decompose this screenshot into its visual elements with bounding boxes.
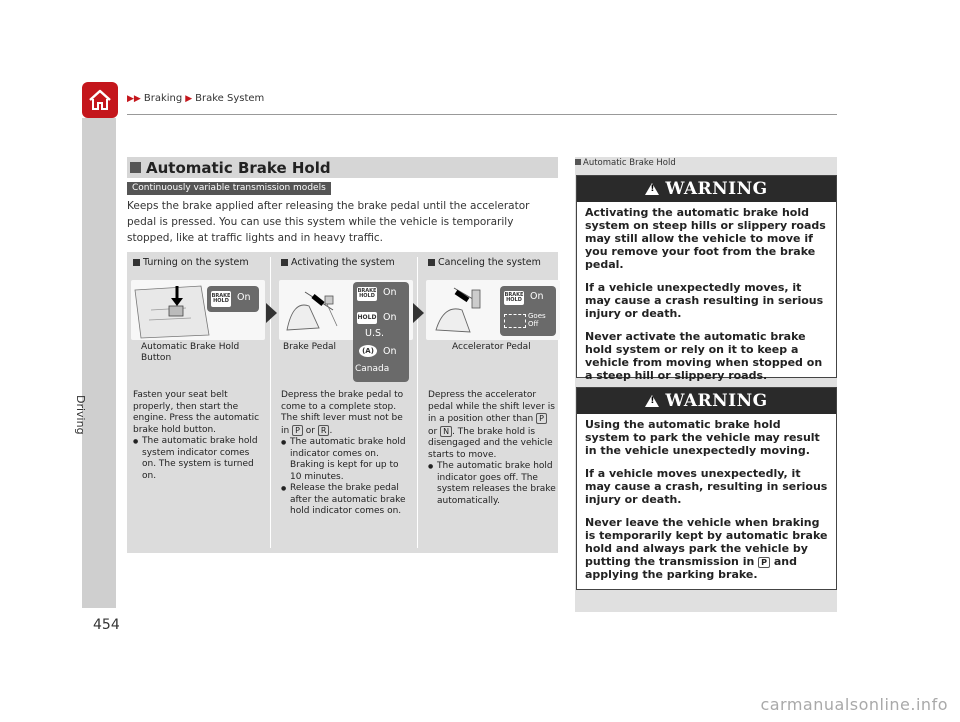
step-description-text: Depress the brake pedal to come to a complete stop. The shift lever must not be in P or R . bbox=[281, 390, 404, 436]
step-description-text: Fasten your seat belt properly, then start the engine. Press the automatic brake hold button. bbox=[133, 390, 260, 435]
step-heading bbox=[133, 257, 249, 268]
breadcrumb-arrow-icon: ▶ bbox=[185, 93, 193, 104]
step-description-text: Depress the accelerator pedal while the shift lever is in a position other than P or N . The brake hold is disengaged and the vehicle starts to move. bbox=[428, 390, 555, 460]
steps-panel bbox=[127, 252, 558, 553]
illustration-caption: Brake Pedal bbox=[283, 342, 337, 352]
shift-key-r-icon: R bbox=[318, 425, 330, 436]
warning-body: Activating the automatic brake hold system on steep hills or slippery roads may still allow the vehicle to move if you remove your foot from the brake pedal. If a vehicle unexpectedly moves, it may cause a crash resulting in serious injury or death. Never activate the automatic brake hold system or rely on it to keep a vehicle from moving when stopped on a steep hill or slippery roads. bbox=[585, 206, 826, 382]
sidebar-strip bbox=[82, 118, 116, 608]
region-us-label: U.S. bbox=[365, 328, 385, 339]
brake-circle-icon: (A) bbox=[359, 345, 377, 357]
indicator-on-label: On bbox=[383, 312, 397, 323]
indicator-on-label: On bbox=[383, 346, 397, 357]
watermark: carmanualsonline.info bbox=[760, 695, 948, 714]
column-divider bbox=[270, 257, 271, 548]
shift-key-p-icon: P bbox=[292, 425, 303, 436]
step-heading bbox=[428, 257, 541, 268]
brake-hold-indicators bbox=[353, 282, 409, 382]
home-icon bbox=[87, 87, 113, 113]
heading-square-icon bbox=[428, 259, 435, 266]
heading-square-icon bbox=[281, 259, 288, 266]
warning-label: WARNING bbox=[665, 391, 768, 411]
indicator-on-label: On bbox=[237, 292, 251, 303]
warning-box bbox=[576, 175, 837, 382]
brake-hold-icon: BRAKE HOLD bbox=[504, 292, 524, 303]
indicator-on-label: On bbox=[383, 287, 397, 298]
illustration-caption: Accelerator Pedal bbox=[452, 342, 531, 352]
home-button[interactable] bbox=[82, 82, 118, 118]
page-number: 454 bbox=[93, 617, 120, 633]
model-tag: Continuously variable transmission models bbox=[127, 182, 331, 195]
step-description bbox=[428, 390, 556, 507]
step-bullet: ● The automatic brake hold system indicator comes on. The system is turned on. bbox=[133, 436, 261, 482]
intro-paragraph: Keeps the brake applied after releasing the brake pedal until the accelerator pedal is pressed. You can use this system while the vehicle is temporarily stopped, like at traffic lights and in heavy traffic. bbox=[127, 200, 530, 244]
breadcrumb-arrow-icon: ▶▶ bbox=[127, 93, 141, 104]
warning-triangle-icon bbox=[645, 395, 659, 407]
hold-icon: HOLD bbox=[357, 312, 377, 324]
column-divider bbox=[417, 257, 418, 548]
shift-key-p-icon: P bbox=[758, 557, 770, 568]
step-turning-on bbox=[127, 252, 267, 553]
step-canceling bbox=[422, 252, 562, 553]
step-bullet: ● The automatic brake hold indicator comes on. Braking is kept for up to 10 minutes. bbox=[281, 437, 409, 483]
warning-body: Using the automatic brake hold system to park the vehicle may result in the vehicle unexpectedly moving. If a vehicle moves unexpectedly, it may cause a crash, resulting in serious injury or death. Never leave the vehicle when braking is temporarily kept by automatic brake hold and always park the vehicle by putting the transmission in P and applying the parking brake. bbox=[585, 418, 828, 581]
section-heading bbox=[127, 157, 558, 178]
breadcrumb bbox=[127, 93, 264, 104]
header-rule bbox=[127, 114, 837, 115]
step-description bbox=[281, 390, 409, 518]
sidebar-chapter-label: Driving bbox=[74, 395, 87, 435]
section-title: Automatic Brake Hold bbox=[146, 158, 331, 177]
step-bullet: ● The automatic brake hold indicator goes off. The system releases the brake automatically. bbox=[428, 461, 556, 507]
warning-triangle-icon bbox=[645, 183, 659, 195]
step-bullet: ● Release the brake pedal after the automatic brake hold indicator comes on. bbox=[281, 483, 409, 518]
breadcrumb-item-brake-system[interactable]: Brake System bbox=[195, 93, 265, 104]
breadcrumb-item-braking[interactable]: Braking bbox=[143, 93, 183, 104]
brake-hold-indicator bbox=[207, 286, 259, 312]
shift-key-p-icon: P bbox=[536, 413, 547, 424]
note-marker-icon bbox=[575, 159, 581, 165]
heading-square-icon bbox=[133, 259, 140, 266]
region-canada-label: Canada bbox=[355, 364, 390, 374]
step-description bbox=[133, 390, 261, 482]
brake-hold-icon: BRAKE HOLD bbox=[357, 288, 377, 299]
step-heading-text: Turning on the system bbox=[143, 257, 249, 268]
warning-header bbox=[577, 176, 836, 202]
step-heading-text: Activating the system bbox=[291, 257, 395, 268]
step-heading-text: Canceling the system bbox=[438, 257, 541, 268]
side-notes-title: Automatic Brake Hold bbox=[575, 158, 676, 168]
indicator-goes-off-label: Goes Off bbox=[528, 312, 546, 328]
warning-header bbox=[577, 388, 836, 414]
step-heading bbox=[281, 257, 395, 268]
indicator-off-icon bbox=[504, 314, 526, 328]
indicator-on-label: On bbox=[530, 291, 544, 302]
warning-label: WARNING bbox=[665, 179, 768, 199]
brake-hold-indicator bbox=[500, 286, 556, 336]
illustration-caption: Automatic Brake Hold Button bbox=[141, 342, 240, 363]
shift-key-n-icon: N bbox=[440, 426, 452, 437]
warning-box bbox=[576, 387, 837, 590]
section-square-icon bbox=[130, 162, 141, 173]
brake-hold-icon: BRAKE HOLD bbox=[211, 291, 231, 307]
step-activating bbox=[275, 252, 415, 553]
